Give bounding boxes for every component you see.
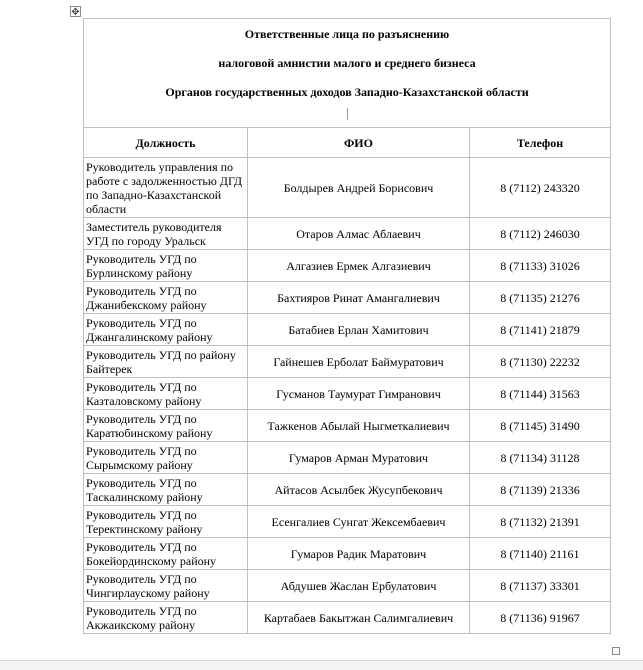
row-position[interactable]: Руководитель УГД по Джангалинскому району	[84, 314, 248, 346]
row-name[interactable]: Болдырев Андрей Борисович	[248, 158, 470, 218]
table-row	[84, 538, 611, 570]
row-phone[interactable]: 8 (7112) 243320	[470, 158, 611, 218]
title-line-2: налоговой амнистии малого и среднего бизнеса	[218, 55, 476, 70]
row-name[interactable]: Гайнешев Ерболат Баймуратович	[248, 346, 470, 378]
row-position[interactable]: Руководитель УГД по Джанибекскому району	[84, 282, 248, 314]
row-name[interactable]: Есенгалиев Сунгат Жексембаевич	[248, 506, 470, 538]
row-phone[interactable]: 8 (71133) 31026	[470, 250, 611, 282]
table-row	[84, 314, 611, 346]
row-name[interactable]: Отаров Алмас Аблаевич	[248, 218, 470, 250]
table-row	[84, 378, 611, 410]
row-position[interactable]: Руководитель управления по работе с задолженностью ДГД по Западно-Казахстанской области	[84, 158, 248, 218]
title-line-1: Ответственные лица по разъяснению	[244, 26, 450, 41]
table-row	[84, 506, 611, 538]
row-name[interactable]: Гумаров Радик Маратович	[248, 538, 470, 570]
header-phone[interactable]: Телефон	[470, 128, 611, 158]
row-position[interactable]: Руководитель УГД по Каратюбинскому району	[84, 410, 248, 442]
row-name[interactable]: Батабиев Ерлан Хамитович	[248, 314, 470, 346]
row-position[interactable]: Заместитель руководителя УГД по городу Уральск	[84, 218, 248, 250]
row-position[interactable]: Руководитель УГД по Таскалинскому району	[84, 474, 248, 506]
row-position[interactable]: Руководитель УГД по Бокейординскому району	[84, 538, 248, 570]
row-name[interactable]: Картабаев Бакытжан Салимгалиевич	[248, 602, 470, 634]
table-row	[84, 442, 611, 474]
row-position[interactable]: Руководитель УГД по Теректинскому району	[84, 506, 248, 538]
header-position[interactable]: Должность	[84, 128, 248, 158]
row-phone[interactable]: 8 (71135) 21276	[470, 282, 611, 314]
row-name[interactable]: Бахтияров Ринат Амангалиевич	[248, 282, 470, 314]
table-resize-handle-icon[interactable]	[612, 647, 620, 655]
row-name[interactable]: Гумаров Арман Муратович	[248, 442, 470, 474]
row-phone[interactable]: 8 (71136) 91967	[470, 602, 611, 634]
table-title[interactable]	[84, 19, 611, 128]
row-name[interactable]: Гусманов Таумурат Гимранович	[248, 378, 470, 410]
table-move-handle-icon[interactable]: ✥	[71, 7, 80, 18]
row-name[interactable]: Абдушев Жаслан Ербулатович	[248, 570, 470, 602]
row-position[interactable]: Руководитель УГД по Сырымскому району	[84, 442, 248, 474]
row-phone[interactable]: 8 (71130) 22232	[470, 346, 611, 378]
row-phone[interactable]: 8 (71132) 21391	[470, 506, 611, 538]
text-cursor	[347, 108, 348, 120]
table-row	[84, 474, 611, 506]
row-position[interactable]: Руководитель УГД по Акжаикскому району	[84, 602, 248, 634]
table-row	[84, 410, 611, 442]
table-row	[84, 218, 611, 250]
row-position[interactable]: Руководитель УГД по Казталовскому району	[84, 378, 248, 410]
row-name[interactable]: Тажкенов Абылай Ныгметкалиевич	[248, 410, 470, 442]
table-row	[84, 346, 611, 378]
row-name[interactable]: Алгазиев Ермек Алгазиевич	[248, 250, 470, 282]
row-phone[interactable]: 8 (71139) 21336	[470, 474, 611, 506]
row-phone[interactable]: 8 (71137) 33301	[470, 570, 611, 602]
row-phone[interactable]: 8 (71140) 21161	[470, 538, 611, 570]
title-line-3: Органов государственных доходов Западно-Казахстанской области	[165, 84, 529, 99]
row-phone[interactable]: 8 (71144) 31563	[470, 378, 611, 410]
table-row	[84, 250, 611, 282]
row-phone[interactable]: 8 (71145) 31490	[470, 410, 611, 442]
header-row	[84, 128, 611, 158]
row-position[interactable]: Руководитель УГД по Бурлинскому району	[84, 250, 248, 282]
row-phone[interactable]: 8 (71141) 21879	[470, 314, 611, 346]
table-row	[84, 282, 611, 314]
responsible-persons-table	[83, 18, 611, 634]
table-row	[84, 158, 611, 218]
header-name[interactable]: ФИО	[248, 128, 470, 158]
row-position[interactable]: Руководитель УГД по району Байтерек	[84, 346, 248, 378]
table-body	[84, 158, 611, 634]
row-name[interactable]: Айтасов Асылбек Жусупбекович	[248, 474, 470, 506]
table-row	[84, 570, 611, 602]
table-row	[84, 602, 611, 634]
title-row	[84, 19, 611, 128]
row-position[interactable]: Руководитель УГД по Чингирлаускому району	[84, 570, 248, 602]
row-phone[interactable]: 8 (71134) 31128	[470, 442, 611, 474]
row-phone[interactable]: 8 (7112) 246030	[470, 218, 611, 250]
